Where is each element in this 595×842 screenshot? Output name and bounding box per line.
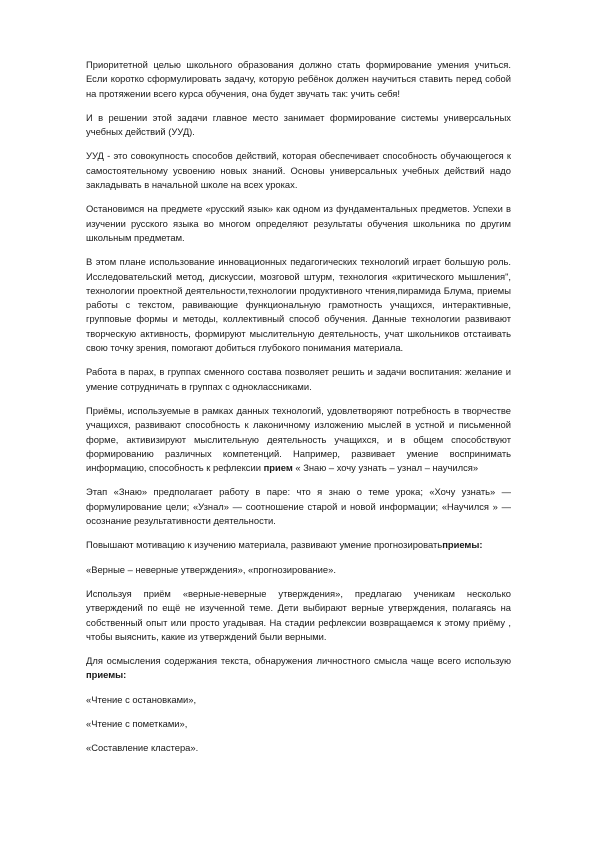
text-span: « Знаю – хочу узнать – узнал – научился» xyxy=(292,462,479,474)
paragraph-motivation xyxy=(86,538,511,552)
text-span: Приёмы, используемые в рамках данных технологий, удовлетворяют потребность в творчестве учащихся, развивают способность к лаконичному изложению мыслей в устной и письменной форме, активизируют мыслительную деятельность учащихся, и в общем способствуют формированию различных компетенций. Например, развивает умение воспринимать информацию, способность к рефлексии xyxy=(86,404,511,474)
bold-term: приемы: xyxy=(86,669,127,681)
paragraph-learning-goal: Приоритетной целью школьного образования должно стать формирование умения учиться. Если коротко сформулировать задачу, которую ребёнок должен научиться ставить перед собой на протяжении всего курса обучения, она будет звучать так: учить себя! xyxy=(86,59,511,99)
paragraph-comprehension xyxy=(86,654,511,683)
paragraph-know-stage: Этап «Знаю» предполагает работу в паре: что я знаю о теме урока; «Хочу узнать» — формулирование цели; «Узнал» — соотношение старой и новой информации; «Научился » — осознание результативности деятельности. xyxy=(86,486,511,527)
bold-term: прием xyxy=(263,462,293,474)
list-item-cluster: «Составление кластера». xyxy=(86,742,199,754)
paragraph-technologies: В этом плане использование инновационных педагогических технологий играет большую роль. Исследовательский метод, дискуссии, мозговой штурм, технология «критического мышления", технологии проектной деятельности,технологии продуктивного чтения,пирамида Блума, приемы работы с текстом, равивающие функциональную грамотность учащихся, интерактивные, групповые формы и методы, коллективный способ обучения. Данные технологии развивают творческую активность, формируют мыслительную деятельность, учат школьников отстаивать свою точку зрения, помогают добиться глубокого понимания материала. xyxy=(86,256,511,354)
paragraph-true-false-usage: Используя приём «верные-неверные утверждения», предлагаю ученикам несколько утверждений по ещё не изученной теме. Дети выбирают верные утверждения, полагаясь на собственный опыт или просто угадывая. На стадии рефлексии возвращаемся к этому приёму , чтобы выяснить, какие из утверждений были верными. xyxy=(86,587,511,642)
paragraph-true-false: «Верные – неверные утверждения», «прогнозирование». xyxy=(86,563,336,575)
list-item-reading-marks: «Чтение с пометками», xyxy=(86,717,188,729)
bold-term: приемы: xyxy=(442,539,483,551)
paragraph-uud-system: И в решении этой задачи главное место занимает формирование системы универсальных учебных действий (УУД). xyxy=(86,111,511,138)
text-span: Для осмысления содержания текста, обнаружения личностного смысла чаще всего использую xyxy=(86,655,511,667)
paragraph-russian-language: Остановимся на предмете «русский язык» как одном из фундаментальных предметов. Успехи в изучении русского языка во многом определяют результаты обучения школьника по другим школьным предметам. xyxy=(86,203,511,243)
list-item-reading-stops: «Чтение с остановками», xyxy=(86,693,197,705)
paragraph-uud-definition: УУД - это совокупность способов действий, которая обеспечивает способность обучающегося к самостоятельному усвоению новых знаний. Основы универсальных учебных действий надо закладывать в начальной школе на всех уроках. xyxy=(86,150,511,191)
paragraph-pair-work: Работа в парах, в группах сменного состава позволяет решить и задачи воспитания: желание и умение сотрудничать в группах с одноклассниками. xyxy=(86,366,511,392)
text-span: Повышают мотивацию к изучению материала, развивают умение прогнозировать xyxy=(86,539,443,551)
paragraph-techniques xyxy=(86,404,511,475)
